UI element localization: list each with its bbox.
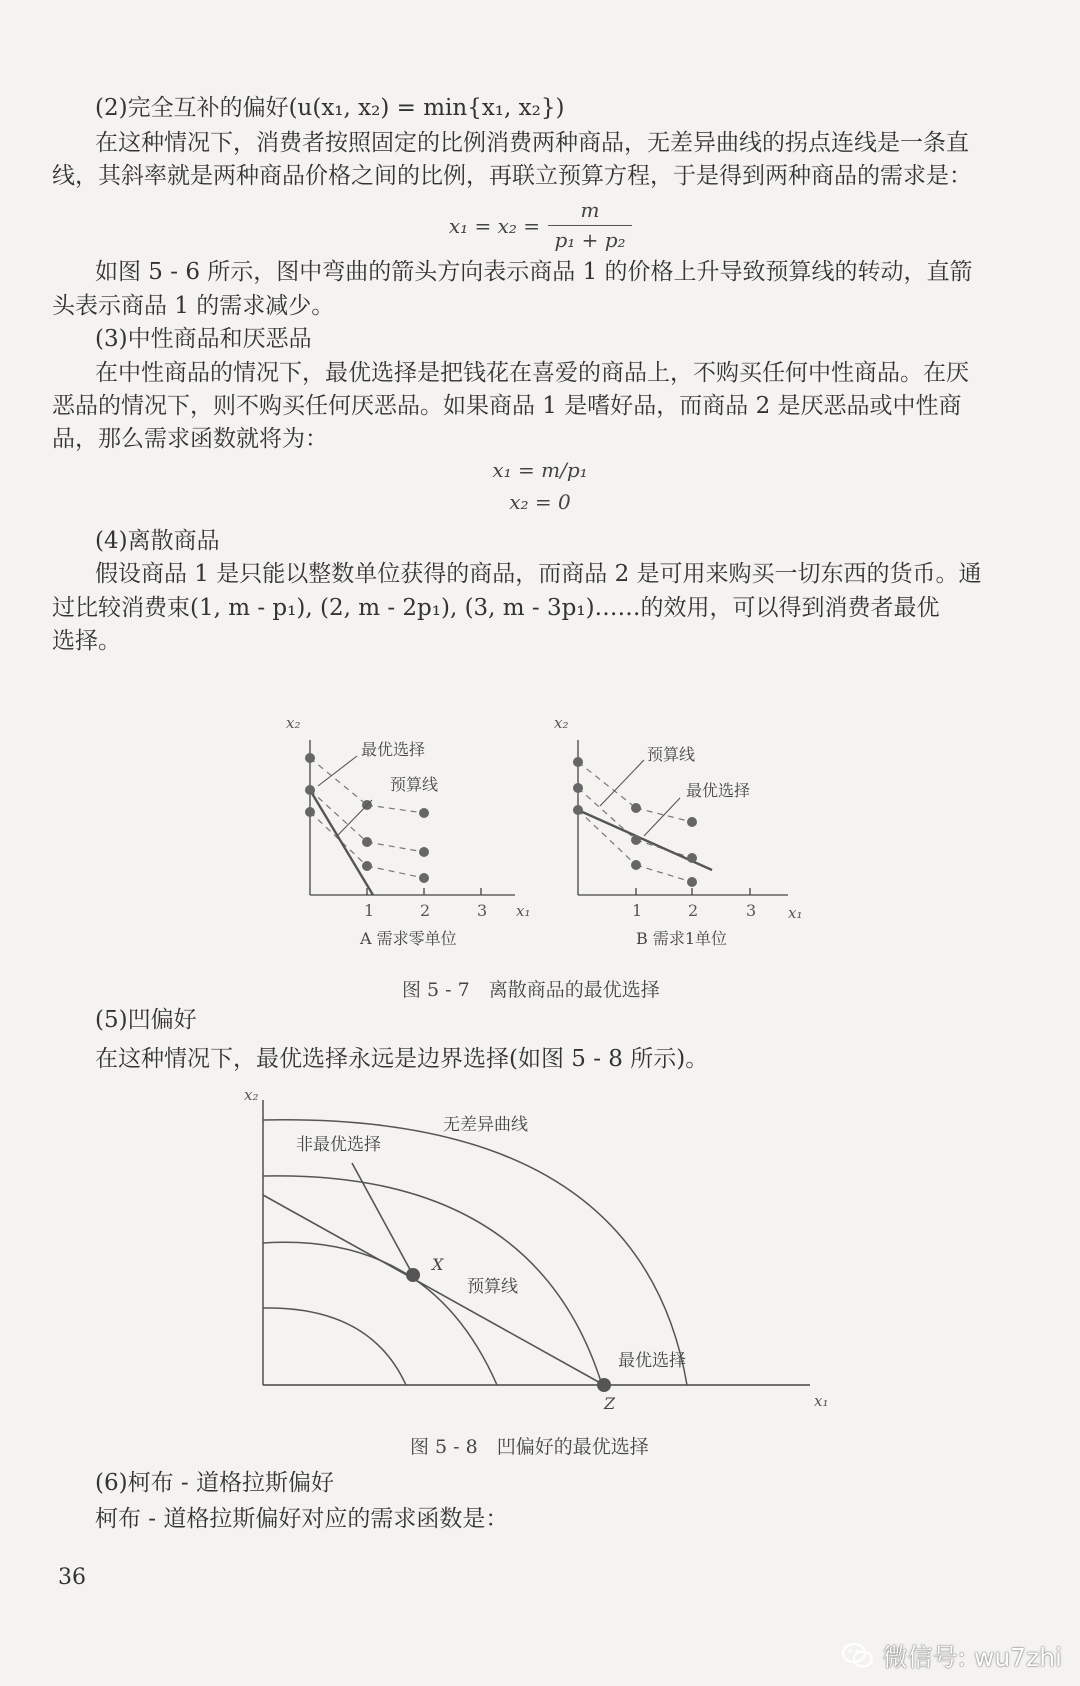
panel-a-indiff-dashed xyxy=(367,842,424,852)
panel-a-optimal-leader xyxy=(318,756,357,786)
panel-a-point xyxy=(419,873,429,883)
figure-5-7 xyxy=(250,700,810,960)
panel-b-tick-1: 1 xyxy=(632,901,643,920)
panel-b-point xyxy=(573,783,583,793)
fig58-y-label: x₂ xyxy=(244,1086,259,1104)
figure-5-8-caption: 图 5 - 8 凹偏好的最优选择 xyxy=(410,1436,649,1458)
panel-a-tick-2: 2 xyxy=(420,901,431,920)
panel-b-point xyxy=(631,803,641,813)
panel-a-budget-label: 预算线 xyxy=(390,775,439,794)
panel-b-optimal-label: 最优选择 xyxy=(686,781,751,800)
s4-paragraph-line-2: 过比较消费束(1, m - p₁), (2, m - 2p₁), (3, m - 3p₁)……的效用，可以得到消费者最优 xyxy=(52,595,940,621)
s4-paragraph-line-1: 假设商品 1 是只能以整数单位获得的商品，而商品 2 是可用来购买一切东西的货币。通 xyxy=(95,561,982,587)
panel-b-optimal-leader xyxy=(644,798,680,836)
fig58-nonopt-leader xyxy=(352,1163,413,1275)
panel-a-x-label: x₁ xyxy=(516,902,531,920)
s2-paragraph-1-line-2: 线，其斜率就是两种商品价格之间的比例，再联立预算方程，于是得到两种商品的需求是： xyxy=(52,163,972,189)
section-6-heading: (6)柯布 - 道格拉斯偏好 xyxy=(95,1470,334,1496)
panel-b-point xyxy=(573,757,583,767)
panel-b-point xyxy=(631,860,641,870)
fig58-indiff-curve-1 xyxy=(263,1308,406,1385)
fig58-x-label: x₁ xyxy=(814,1392,829,1410)
s5-paragraph: 在这种情况下，最优选择永远是边界选择(如图 5 - 8 所示)。 xyxy=(95,1046,709,1072)
s3-formula-1: x₁ = m/p₁ xyxy=(492,458,588,482)
panel-a-tick-3: 3 xyxy=(477,901,488,920)
panel-b-point xyxy=(687,817,697,827)
figure-5-7-caption: 图 5 - 7 离散商品的最优选择 xyxy=(402,979,660,1001)
s2-paragraph-2-line-2: 头表示商品 1 的需求减少。 xyxy=(52,293,335,319)
s2-paragraph-2-line-1: 如图 5 - 6 所示，图中弯曲的箭头方向表示商品 1 的价格上升导致预算线的转动，直箭 xyxy=(95,259,973,285)
wechat-watermark xyxy=(841,1638,1062,1674)
panel-b-tick-3: 3 xyxy=(746,901,757,920)
panel-a-point xyxy=(419,847,429,857)
fig58-point-z-label: Z xyxy=(604,1394,616,1413)
s3-formula-2: x₂ = 0 xyxy=(509,490,571,514)
s2-paragraph-1-line-1: 在这种情况下，消费者按照固定的比例消费两种商品，无差异曲线的拐点连线是一条直 xyxy=(95,130,969,156)
fig58-point-z xyxy=(597,1378,611,1392)
s4-paragraph-line-3: 选择。 xyxy=(52,628,121,654)
fig58-point-x xyxy=(406,1268,420,1282)
panel-b-tick-2: 2 xyxy=(688,901,699,920)
panel-b-x-label: x₁ xyxy=(788,904,803,922)
fig58-indiff-curve-3 xyxy=(263,1176,602,1385)
panel-b-indiff-dashed xyxy=(578,762,636,808)
s3-paragraph-line-2: 恶品的情况下，则不购买任何厌恶品。如果商品 1 是嗜好品，而商品 2 是厌恶品或中性商 xyxy=(52,393,962,419)
s6-paragraph: 柯布 - 道格拉斯偏好对应的需求函数是： xyxy=(95,1506,509,1532)
section-5-heading: (5)凹偏好 xyxy=(95,1007,197,1033)
fig58-budget-label: 预算线 xyxy=(467,1277,518,1297)
panel-b-budget-label: 预算线 xyxy=(647,745,696,764)
s3-paragraph-line-3: 品，那么需求函数就将为： xyxy=(52,426,328,452)
watermark-text: 微信号: wu7zhi xyxy=(882,1643,1062,1672)
section-3-heading: (3)中性商品和厌恶品 xyxy=(95,326,312,352)
fig58-indiff-curve-2 xyxy=(263,1242,497,1385)
panel-a-indiff-dashed xyxy=(367,805,424,813)
figure-5-8 xyxy=(240,1085,850,1415)
s3-paragraph-line-1: 在中性商品的情况下，最优选择是把钱花在喜爱的商品上，不购买任何中性商品。在厌 xyxy=(95,360,969,386)
fig58-indiff-label: 无差异曲线 xyxy=(443,1115,528,1135)
panel-a-point xyxy=(362,837,372,847)
s2-formula-denominator: p₁ + p₂ xyxy=(554,228,626,252)
s2-formula-left: x₁ = x₂ = xyxy=(448,214,540,238)
panel-a-point xyxy=(362,861,372,871)
fig58-indiff-curve-4 xyxy=(263,1120,687,1385)
fig58-nonopt-label: 非最优选择 xyxy=(296,1135,381,1155)
panel-a xyxy=(286,714,530,948)
panel-a-budget-leader xyxy=(338,800,372,835)
section-4-heading: (4)离散商品 xyxy=(95,528,220,554)
fig58-budget-line xyxy=(263,1195,604,1385)
panel-b xyxy=(554,714,802,948)
fraction-bar xyxy=(548,225,632,226)
panel-b-optimal-point xyxy=(631,835,641,845)
section-2-heading: (2)完全互补的偏好(u(x₁, x₂) = min{x₁, x₂}) xyxy=(95,95,565,121)
panel-a-indiff-dashed xyxy=(367,866,424,878)
s2-formula xyxy=(430,200,670,260)
panel-a-optimal-point xyxy=(305,785,315,795)
fig58-optimal-label: 最优选择 xyxy=(618,1351,686,1371)
panel-a-optimal-label: 最优选择 xyxy=(361,740,426,759)
panel-b-point xyxy=(573,805,583,815)
panel-b-indiff-dashed xyxy=(578,810,636,865)
wechat-icon xyxy=(841,1641,875,1671)
panel-b-point xyxy=(687,877,697,887)
panel-b-subcaption: B 需求1单位 xyxy=(636,929,728,948)
panel-a-point xyxy=(419,808,429,818)
panel-a-point xyxy=(305,807,315,817)
panel-a-subcaption: A 需求零单位 xyxy=(360,929,457,948)
panel-a-y-label: x₂ xyxy=(286,714,301,732)
panel-a-tick-1: 1 xyxy=(364,901,375,920)
panel-a-point xyxy=(305,753,315,763)
panel-b-budget-leader xyxy=(600,760,644,806)
panel-b-y-label: x₂ xyxy=(554,714,569,732)
page-number: 36 xyxy=(58,1565,86,1590)
s2-formula-numerator: m xyxy=(580,198,600,222)
panel-b-point xyxy=(687,853,697,863)
panel-b-indiff-dashed xyxy=(636,865,692,882)
fig58-point-x-label: X xyxy=(432,1255,444,1274)
